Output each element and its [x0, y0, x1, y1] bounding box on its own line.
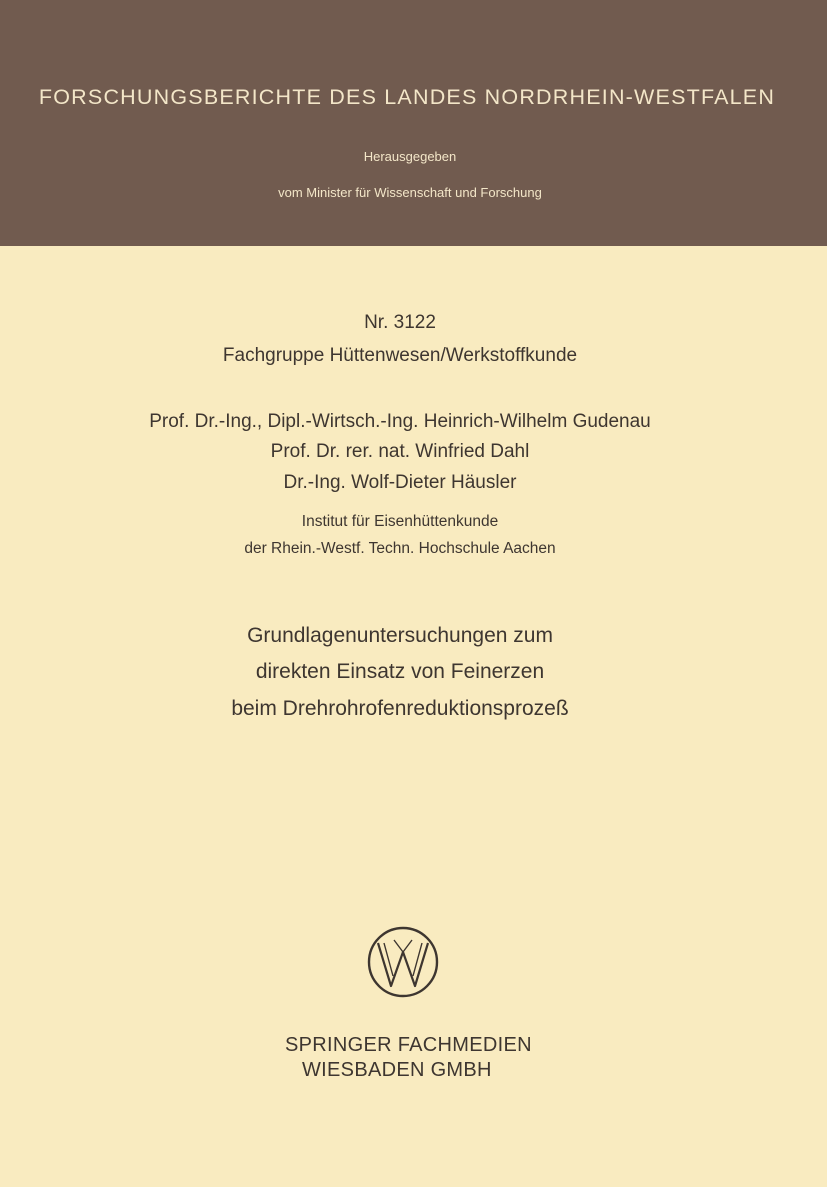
subject-group: Fachgruppe Hüttenwesen/Werkstoffkunde — [222, 345, 578, 366]
ministry-line: vom Minister für Wissenschaft und Forschung — [278, 185, 542, 200]
report-number: Nr. 3122 — [364, 312, 436, 333]
publisher-location: WIESBADEN GMBH — [302, 1059, 492, 1081]
institute-line: Institut für Eisenhüttenkunde — [301, 513, 499, 530]
book-title-line: direkten Einsatz von Feinerzen — [255, 660, 545, 683]
book-title-line: Grundlagenuntersuchungen zum — [247, 624, 553, 647]
series-header-band — [0, 0, 827, 246]
publisher-name: SPRINGER FACHMEDIEN — [285, 1034, 532, 1056]
author-line: Dr.-Ing. Wolf-Dieter Häusler — [283, 472, 517, 493]
publisher-logo-icon — [367, 926, 439, 998]
series-title: FORSCHUNGSBERICHTE DES LANDES NORDRHEIN-WESTFALEN — [38, 85, 776, 109]
author-line: Prof. Dr. rer. nat. Winfried Dahl — [270, 441, 530, 462]
author-line: Prof. Dr.-Ing., Dipl.-Wirtsch.-Ing. Heinrich-Wilhelm Gudenau — [149, 411, 651, 432]
published-by-label: Herausgegeben — [363, 149, 457, 164]
institute-line: der Rhein.-Westf. Techn. Hochschule Aachen — [244, 540, 556, 557]
book-title-line: beim Drehrohrofenreduktionsprozeß — [231, 697, 569, 720]
